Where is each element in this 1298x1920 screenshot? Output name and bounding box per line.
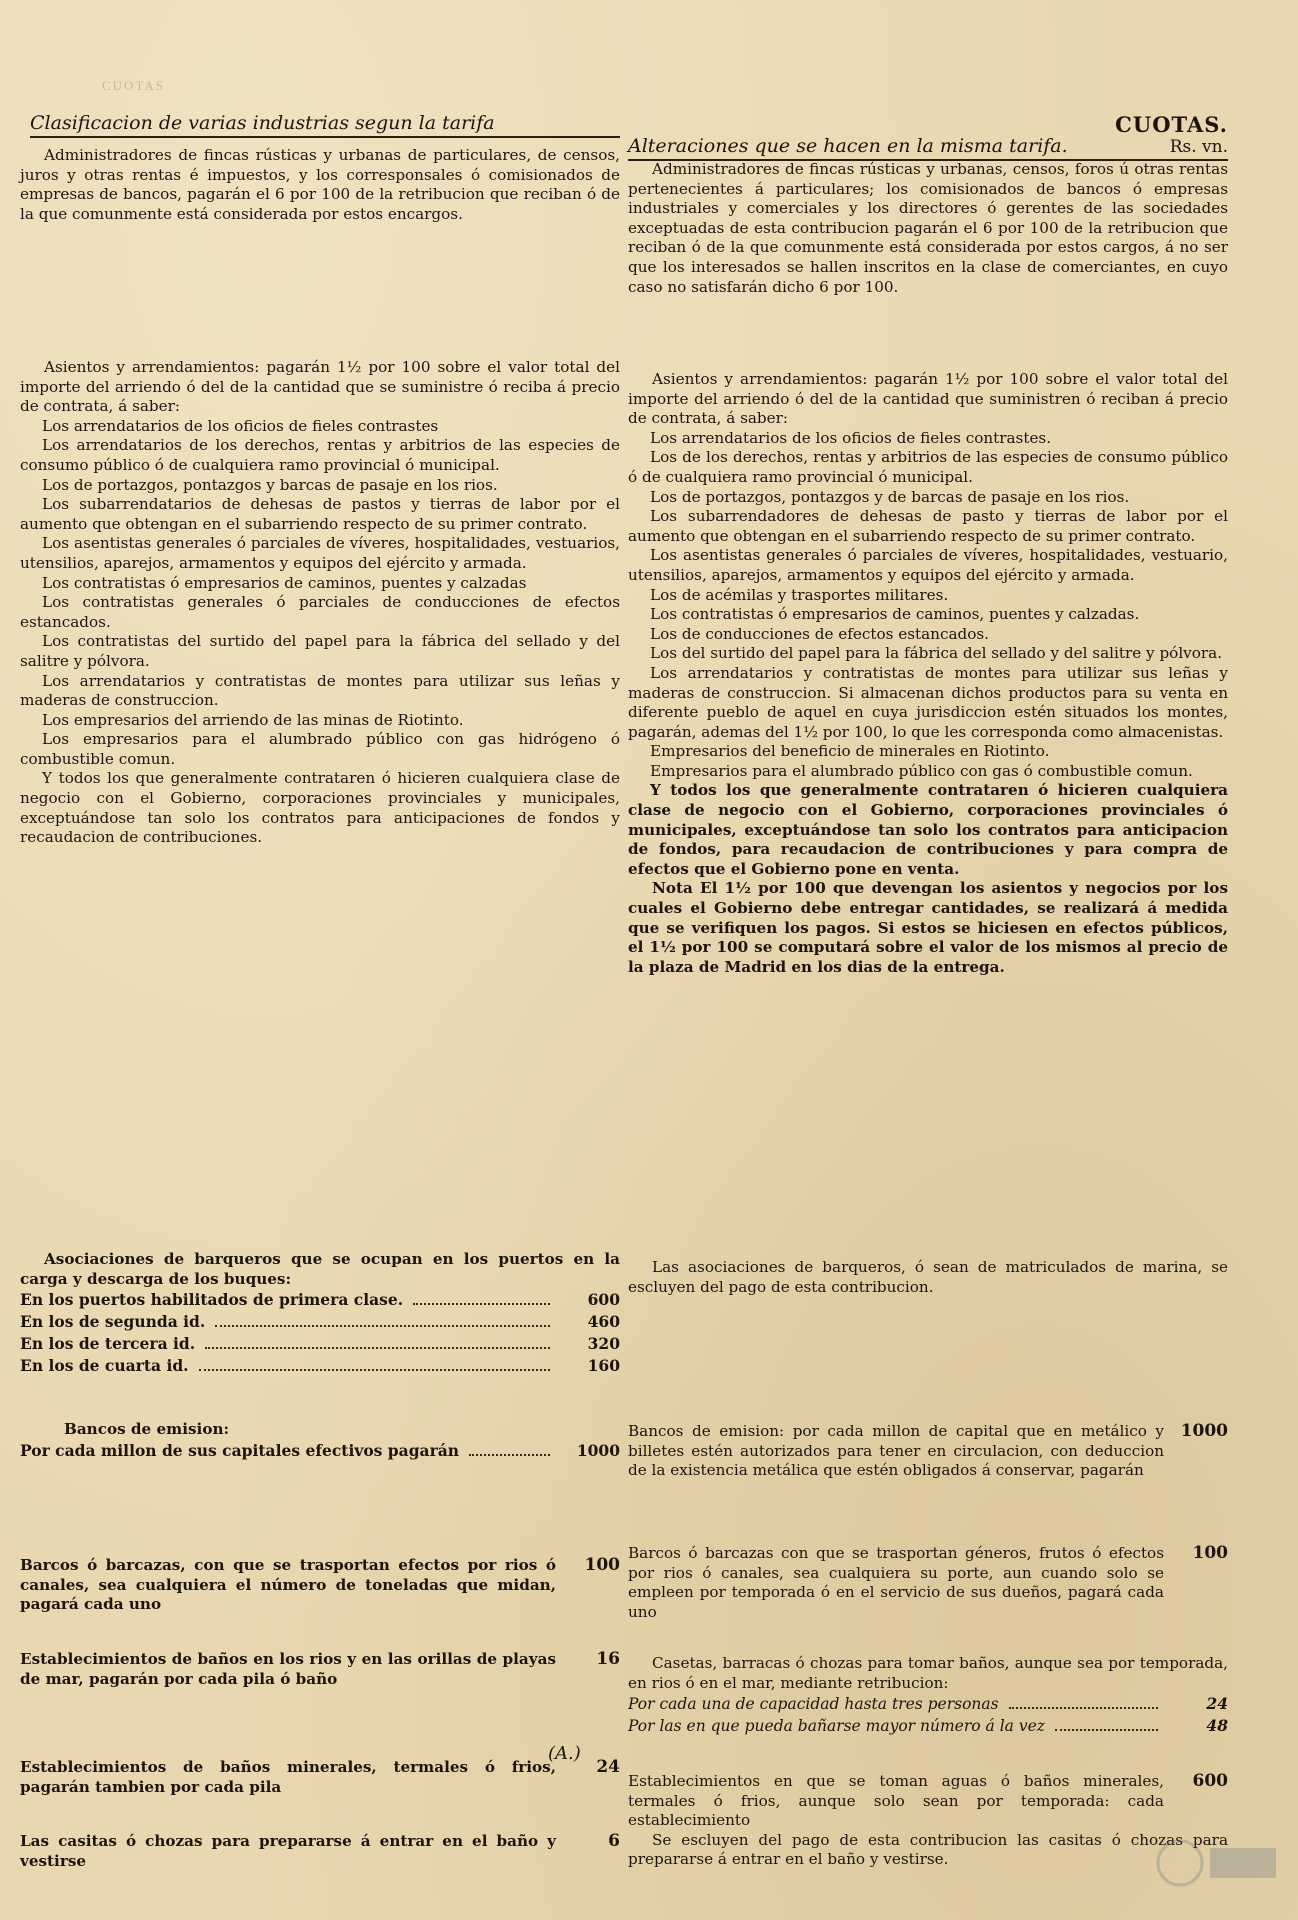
left-bancos-title: Bancos de emision: bbox=[64, 1420, 230, 1438]
left-barqueros-intro: Asociaciones de barqueros que se ocupan en los puertos en la carga y descarga de los buques: bbox=[20, 1250, 620, 1288]
left-minerales-text: Establecimientos de baños minerales, termales ó frios, pagarán tambien por cada pila bbox=[20, 1758, 556, 1796]
left-asientos-item: Los asentistas generales ó parciales de víveres, hospitalidades, vestuarios, utensilios, aparejos, armamentos y equipos del ejército y armada. bbox=[20, 534, 620, 572]
right-asientos-item: Los de los derechos, rentas y arbitrios de las especies de consumo público ó de cualquiera ramo provincial ó municipal. bbox=[628, 448, 1228, 486]
left-casitas-value: 6 bbox=[608, 1831, 620, 1851]
right-asientos-item: Empresarios del beneficio de minerales en Riotinto. bbox=[650, 742, 1050, 761]
leader-dots bbox=[199, 1369, 550, 1371]
left-asientos-item: Los contratistas ó empresarios de caminos, puentes y calzadas bbox=[42, 573, 527, 592]
right-asientos-item: Empresarios para el alumbrado público con gas ó combustible comun. bbox=[650, 761, 1193, 780]
left-heading-row bbox=[30, 112, 620, 138]
left-asientos-item: Los empresarios del arriendo de las minas de Riotinto. bbox=[42, 710, 464, 729]
barcos-entry bbox=[20, 1556, 620, 1615]
left-admin-block bbox=[20, 146, 620, 224]
right-asientos-block bbox=[628, 370, 1228, 977]
barqueros-row-label: En los de cuarta id. bbox=[20, 1356, 189, 1376]
leader-dots bbox=[215, 1325, 550, 1327]
bancos-row-value: 1000 bbox=[576, 1440, 620, 1460]
left-asientos-item: Los empresarios para el alumbrado público con gas hidrógeno ó combustible comun. bbox=[20, 730, 620, 768]
right-casetas-intro: Casetas, barracas ó chozas para tomar baños, aunque sea por temporada, en rios ó en el mar, mediante retribucion: bbox=[628, 1654, 1228, 1692]
right-bancos-value: 1000 bbox=[1180, 1421, 1228, 1441]
left-banos-value: 16 bbox=[596, 1649, 620, 1669]
left-asientos-item: Los subarrendatarios de dehesas de pastos y tierras de labor por el aumento que obtengan en el subarriendo respecto de su primer contrato. bbox=[20, 495, 620, 533]
barqueros-row bbox=[20, 1289, 620, 1311]
cuotas-title: CUOTAS. bbox=[1115, 112, 1228, 137]
right-heading-row bbox=[628, 112, 1228, 161]
left-casitas-block bbox=[20, 1832, 620, 1871]
right-asientos-item: Los arrendatarios de los oficios de fieles contrastes. bbox=[650, 428, 1052, 447]
right-casitas-note: Se escluyen del pago de esta contribucion las casitas ó chozas para prepararse á entrar en el baño y vestirse. bbox=[628, 1830, 1228, 1869]
right-minerales-value: 600 bbox=[1192, 1771, 1228, 1791]
left-barcos-block bbox=[20, 1556, 620, 1615]
right-minerales-entry bbox=[628, 1772, 1228, 1831]
left-column bbox=[20, 112, 620, 1870]
leader-dots bbox=[1055, 1729, 1158, 1731]
left-asientos-item: Los arrendatarios de los derechos, rentas y arbitrios de las especies de consumo público ó de cualquiera ramo provincial ó municipal. bbox=[20, 436, 620, 474]
banos-entry bbox=[20, 1650, 620, 1689]
left-asientos-item: Los arrendatarios de los oficios de fieles contrastes bbox=[42, 416, 439, 435]
barqueros-row-value: 160 bbox=[587, 1356, 620, 1376]
leader-dots bbox=[1009, 1707, 1158, 1709]
barqueros-row bbox=[20, 1333, 620, 1355]
archive-stamp-watermark bbox=[1150, 1818, 1282, 1908]
right-asientos-item: Los arrendatarios y contratistas de montes para utilizar sus leñas y maderas de construccion. Si almacenan dichos productos para su venta en diferente pueblo de aquel en cuya jurisdiccion estén situados los montes, pagarán, ademas del 1½ por 100, lo que les corresponda como almacenistas. bbox=[628, 663, 1228, 741]
right-admin-block bbox=[628, 160, 1228, 297]
barqueros-row bbox=[20, 1355, 620, 1377]
right-column bbox=[628, 112, 1228, 1869]
right-asientos-item: Los contratistas ó empresarios de caminos, puentes y calzadas. bbox=[650, 605, 1140, 624]
barqueros-row-value: 460 bbox=[587, 1312, 620, 1332]
right-bancos-block bbox=[628, 1422, 1228, 1481]
right-minerales-text: Establecimientos en que se toman aguas ó baños minerales, termales ó frios, aunque solo sean por temporada: cada establecimiento bbox=[628, 1772, 1164, 1830]
right-asientos-intro: Asientos y arrendamientos: pagarán 1½ por 100 sobre el valor total del importe del arriendo ó del de la cantidad que suministren ó reciban á precio de contrata, á saber: bbox=[628, 370, 1228, 428]
minerales-entry bbox=[20, 1758, 620, 1797]
right-asientos-item: Los del surtido del papel para la fábrica del sellado y del salitre y pólvora. bbox=[650, 644, 1223, 663]
leader-dots bbox=[413, 1303, 550, 1305]
left-banos-text: Establecimientos de baños en los rios y en las orillas de playas de mar, pagarán por cada pila ó baño bbox=[20, 1650, 556, 1688]
left-barqueros-block bbox=[20, 1250, 620, 1377]
right-barqueros-text: Las asociaciones de barqueros, ó sean de matriculados de marina, se escluyen del pago de esta contribucion. bbox=[628, 1258, 1228, 1296]
right-barcos-entry bbox=[628, 1544, 1228, 1622]
bancos-row-label: Por cada millon de sus capitales efectivos pagarán bbox=[20, 1440, 460, 1460]
left-asientos-block bbox=[20, 358, 620, 848]
right-asientos-item: Los de portazgos, pontazgos y de barcas de pasaje en los rios. bbox=[650, 487, 1130, 506]
right-nota: Nota El 1½ por 100 que devengan los asientos y negocios por los cuales el Gobierno debe entregar cantidades, se realizará á medida que se verifiquen los pagos. Si estos se hiciesen en efectos públicos, el 1½ por 100 se computará sobre el valor de los mismos al precio de la plaza de Madrid en los dias de la entrega. bbox=[628, 879, 1228, 976]
left-heading: Clasificacion de varias industrias segun la tarifa bbox=[30, 112, 495, 134]
casitas-entry bbox=[20, 1832, 620, 1871]
section-marker: (A.) bbox=[548, 1743, 581, 1764]
archive-stamp-icon bbox=[1150, 1818, 1282, 1908]
casetas-row-label: Por cada una de capacidad hasta tres personas bbox=[628, 1695, 999, 1714]
ghost-header: CUOTAS bbox=[102, 78, 165, 93]
right-barqueros-block bbox=[628, 1258, 1228, 1297]
right-heading: Alteraciones que se hacen en la misma tarifa. bbox=[628, 135, 1068, 157]
left-asientos-intro: Asientos y arrendamientos: pagarán 1½ por 100 sobre el valor total del importe del arriendo ó del de la cantidad que se suministre ó reciba á precio de contrata, á saber: bbox=[20, 358, 620, 416]
left-admin-text: Administradores de fincas rústicas y urbanas de particulares, de censos, juros y otras rentas é impuestos, y los corresponsales ó comisionados de empresas de bancos, pagarán el 6 por 100 de la retribucion que reciban ó de la que comunmente está considerada por estos encargos. bbox=[20, 146, 620, 223]
left-banos-block bbox=[20, 1650, 620, 1689]
barqueros-row-value: 600 bbox=[587, 1290, 620, 1310]
left-asientos-item: Y todos los que generalmente contrataren ó hicieren cualquiera clase de negocio con el Gobierno, corporaciones provinciales y municipales, exceptuándose tan solo los contratos para anticipaciones de fondos y recaudacion de contribuciones. bbox=[20, 769, 620, 847]
barqueros-row-label: En los puertos habilitados de primera clase. bbox=[20, 1290, 404, 1310]
casetas-row-label: Por las en que pueda bañarse mayor número á la vez bbox=[628, 1717, 1045, 1736]
right-asientos-item: Los asentistas generales ó parciales de víveres, hospitalidades, vestuario, utensilios, aparejos, armamentos y equipos del ejército y armada. bbox=[628, 546, 1228, 584]
right-bancos-entry bbox=[628, 1422, 1228, 1481]
casetas-row-value: 24 bbox=[1206, 1694, 1228, 1714]
right-barcos-value: 100 bbox=[1192, 1543, 1228, 1563]
barqueros-row-label: En los de segunda id. bbox=[20, 1312, 206, 1332]
right-asientos-item: Los de acémilas y trasportes militares. bbox=[650, 585, 949, 604]
right-casetas-block bbox=[628, 1654, 1228, 1737]
right-asientos-item: Y todos los que generalmente contrataren ó hicieren cualquiera clase de negocio con el Gobierno, corporaciones provinciales ó municipales, exceptuándose tan solo los contratos para anticipacion de fondos, para recaudacion de contribuciones y para compra de efectos que el Gobierno pone en venta. bbox=[628, 781, 1228, 878]
casetas-row bbox=[628, 1693, 1228, 1715]
left-asientos-item: Los de portazgos, pontazgos y barcas de pasaje en los rios. bbox=[42, 475, 498, 494]
right-barcos-block bbox=[628, 1544, 1228, 1622]
left-asientos-item: Los contratistas generales ó parciales de conducciones de efectos estancados. bbox=[20, 593, 620, 631]
leader-dots bbox=[205, 1347, 550, 1349]
left-minerales-block bbox=[20, 1758, 620, 1797]
left-barcos-value: 100 bbox=[584, 1555, 620, 1575]
left-minerales-value: 24 bbox=[596, 1757, 620, 1777]
right-admin-text: Administradores de fincas rústicas y urbanas, censos, foros ú otras rentas pertenecientes á particulares; los comisionados de bancos ó empresas industriales y comerciales y los directores ó gerentes de las sociedades exceptuadas de esta contribucion pagarán el 6 por 100 de la retribucion que reciban ó de la que comunmente está considerada por estos cargos, á no ser que los interesados se hallen inscritos en la clase de comerciantes, en cuyo caso no satisfarán dicho 6 por 100. bbox=[628, 160, 1228, 296]
left-casitas-text: Las casitas ó chozas para prepararse á entrar en el baño y vestirse bbox=[20, 1832, 556, 1870]
cuotas-header bbox=[1115, 112, 1228, 157]
right-bancos-text: Bancos de emision: por cada millon de capital que en metálico y billetes estén autorizados para tener en circulacion, con deduccion de la existencia metálica que estén obligados á conservar, pagarán bbox=[628, 1422, 1164, 1480]
right-asientos-item: Los de conducciones de efectos estancados. bbox=[650, 624, 990, 643]
barqueros-row-label: En los de tercera id. bbox=[20, 1334, 196, 1354]
barqueros-row bbox=[20, 1311, 620, 1333]
bancos-row bbox=[20, 1440, 620, 1462]
barqueros-row-value: 320 bbox=[587, 1334, 620, 1354]
casetas-row bbox=[628, 1715, 1228, 1737]
right-asientos-item: Los subarrendadores de dehesas de pasto y tierras de labor por el aumento que obtengan en el subarriendo respecto de su primer contrato. bbox=[628, 507, 1228, 545]
right-barcos-text: Barcos ó barcazas con que se trasportan géneros, frutos ó efectos por rios ó canales, sea cualquiera su porte, aun cuando solo se empleen por temporada ó en el servicio de sus dueños, pagará cada uno bbox=[628, 1544, 1164, 1621]
left-asientos-item: Los arrendatarios y contratistas de montes para utilizar sus leñas y maderas de construccion. bbox=[20, 671, 620, 710]
right-minerales-block bbox=[628, 1772, 1228, 1870]
left-asientos-item: Los contratistas del surtido del papel para la fábrica del sellado y del salitre y pólvora. bbox=[20, 632, 620, 670]
currency-unit: Rs. vn. bbox=[1169, 137, 1228, 157]
left-barcos-text: Barcos ó barcazas, con que se trasportan efectos por rios ó canales, sea cualquiera el número de toneladas que midan, pagará cada uno bbox=[20, 1556, 556, 1614]
left-bancos-block bbox=[20, 1420, 620, 1462]
leader-dots bbox=[469, 1454, 550, 1456]
casetas-row-value: 48 bbox=[1206, 1716, 1228, 1736]
